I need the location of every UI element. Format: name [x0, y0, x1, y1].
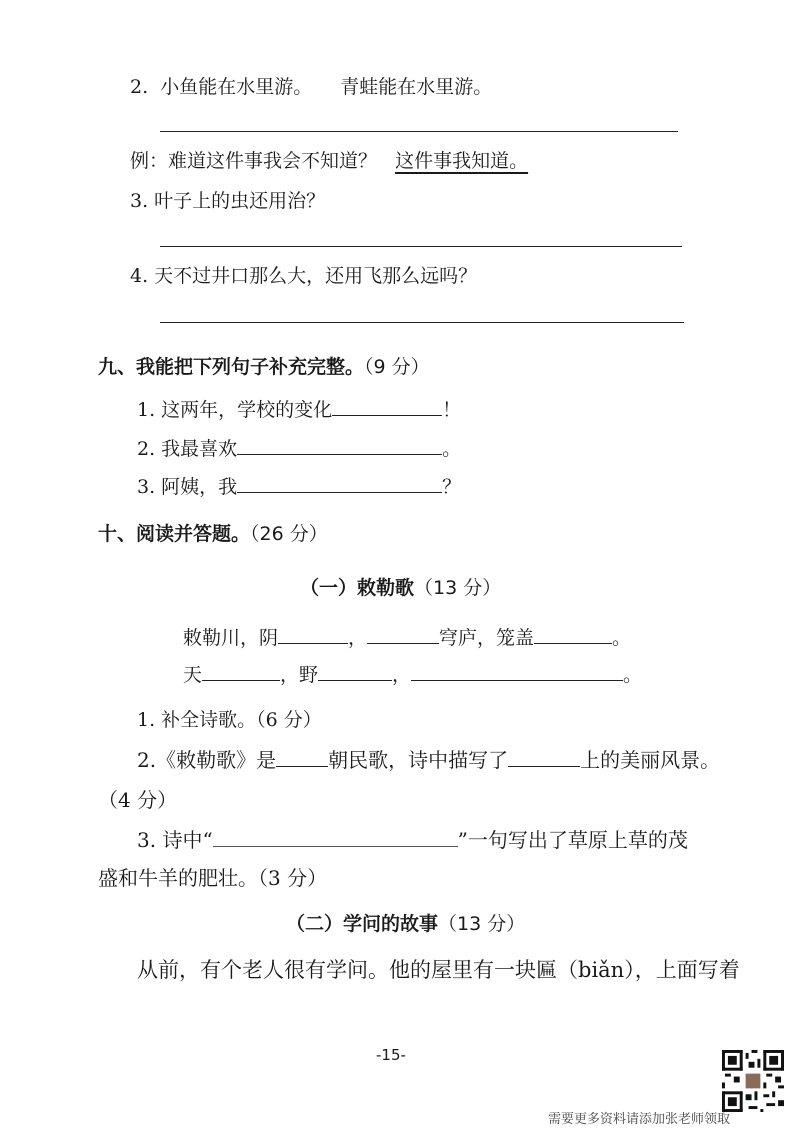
fill-item-1-suffix: ！ [442, 399, 462, 421]
poem-line-1-b: ， [348, 627, 368, 649]
poem-line-2-d: 。 [623, 664, 643, 686]
question-2-number: 2. [130, 76, 149, 98]
poem-line-1-c: 穹庐，笼盖 [439, 627, 535, 649]
answer-line-q4 [160, 322, 684, 323]
part-1-score: （13 分） [414, 577, 502, 599]
fill-item-2-blank[interactable] [237, 436, 442, 455]
reading-question-1: 1. 补全诗歌。（6 分） [137, 709, 322, 731]
reading-question-2-a: 2.《敕勒歌》是 [137, 748, 277, 772]
section-9-title: 九、我能把下列句子补充完整。 [98, 356, 365, 378]
dynasty-blank[interactable] [276, 748, 328, 767]
poem-line-2-b: ，野 [280, 664, 319, 686]
fill-item-1 [137, 397, 461, 423]
fill-item-2 [137, 436, 461, 462]
example-label: 例： [130, 150, 169, 172]
fill-item-3 [137, 474, 461, 500]
question-4: 4. 天不过井口那么大，还用飞那么远吗？ [130, 265, 478, 287]
poem-line-1-a: 敕勒川，阴 [183, 627, 279, 649]
poem-blank-6[interactable] [411, 662, 623, 681]
poem-blank-1[interactable] [278, 625, 348, 644]
section-9-score: （9 分） [364, 356, 430, 378]
section-10-title: 十、阅读并答题。 [98, 523, 251, 545]
example-question: 难道这件事我会不知道？ [168, 150, 378, 172]
fill-item-1-prefix: 1. 这两年，学校的变化 [137, 399, 333, 421]
poem-line-2 [183, 662, 642, 688]
answer-line-q2 [160, 131, 678, 132]
fill-item-3-suffix: ？ [442, 476, 462, 498]
reading-question-3-continued: 盛和牛羊的肥壮。（3 分） [98, 866, 328, 890]
reading-question-3 [137, 826, 688, 854]
poem-blank-2[interactable] [367, 625, 439, 644]
reading-question-2-c: 上的美丽风景。 [580, 748, 721, 772]
reading-question-3-b: ”一句写出了草原上草的茂 [457, 828, 688, 852]
poem-line-2-a: 天 [183, 664, 203, 686]
reading-question-2 [137, 746, 720, 774]
fill-item-1-blank[interactable] [332, 397, 442, 416]
place-blank[interactable] [508, 748, 580, 767]
story-paragraph: 从前，有个老人很有学问。他的屋里有一块匾（biǎn），上面写着 [137, 958, 740, 982]
fill-item-2-suffix: 。 [442, 438, 462, 460]
section-9-heading [98, 354, 430, 380]
poem-blank-5[interactable] [318, 662, 392, 681]
poem-line-1 [183, 625, 631, 651]
part-2-score: （13 分） [438, 913, 526, 935]
example-row [130, 148, 528, 174]
reading-question-2-b: 朝民歌，诗中描写了 [328, 748, 509, 772]
quote-blank[interactable] [213, 828, 458, 847]
reading-question-2-score: （4 分） [98, 788, 178, 812]
poem-blank-4[interactable] [202, 662, 280, 681]
question-2 [130, 74, 492, 100]
answer-line-q3 [160, 246, 682, 247]
part-2-heading [286, 911, 525, 937]
section-10-heading [98, 521, 328, 547]
question-2-sentence-a: 小鱼能在水里游。 [160, 76, 313, 98]
poem-line-2-c: ， [392, 664, 412, 686]
question-2-sentence-b: 青蛙能在水里游。 [340, 76, 493, 98]
fill-item-3-prefix: 3. 阿姨，我 [137, 476, 238, 498]
part-1-heading [300, 575, 501, 601]
page-number: -15- [376, 1046, 406, 1064]
qr-code-icon [722, 1050, 784, 1112]
question-3: 3. 叶子上的虫还用治？ [130, 190, 326, 212]
footer-text: 需要更多资料请添加张老师领取 [548, 1112, 731, 1127]
fill-item-2-prefix: 2. 我最喜欢 [137, 438, 238, 460]
poem-blank-3[interactable] [534, 625, 612, 644]
part-1-title: （一）敕勒歌 [300, 577, 415, 599]
reading-question-3-a: 3. 诗中“ [137, 828, 213, 852]
poem-line-1-d: 。 [612, 627, 632, 649]
part-2-title: （二）学问的故事 [286, 913, 439, 935]
fill-item-3-blank[interactable] [237, 474, 442, 493]
section-10-score: （26 分） [250, 523, 328, 545]
example-answer: 这件事我知道。 [395, 150, 529, 172]
